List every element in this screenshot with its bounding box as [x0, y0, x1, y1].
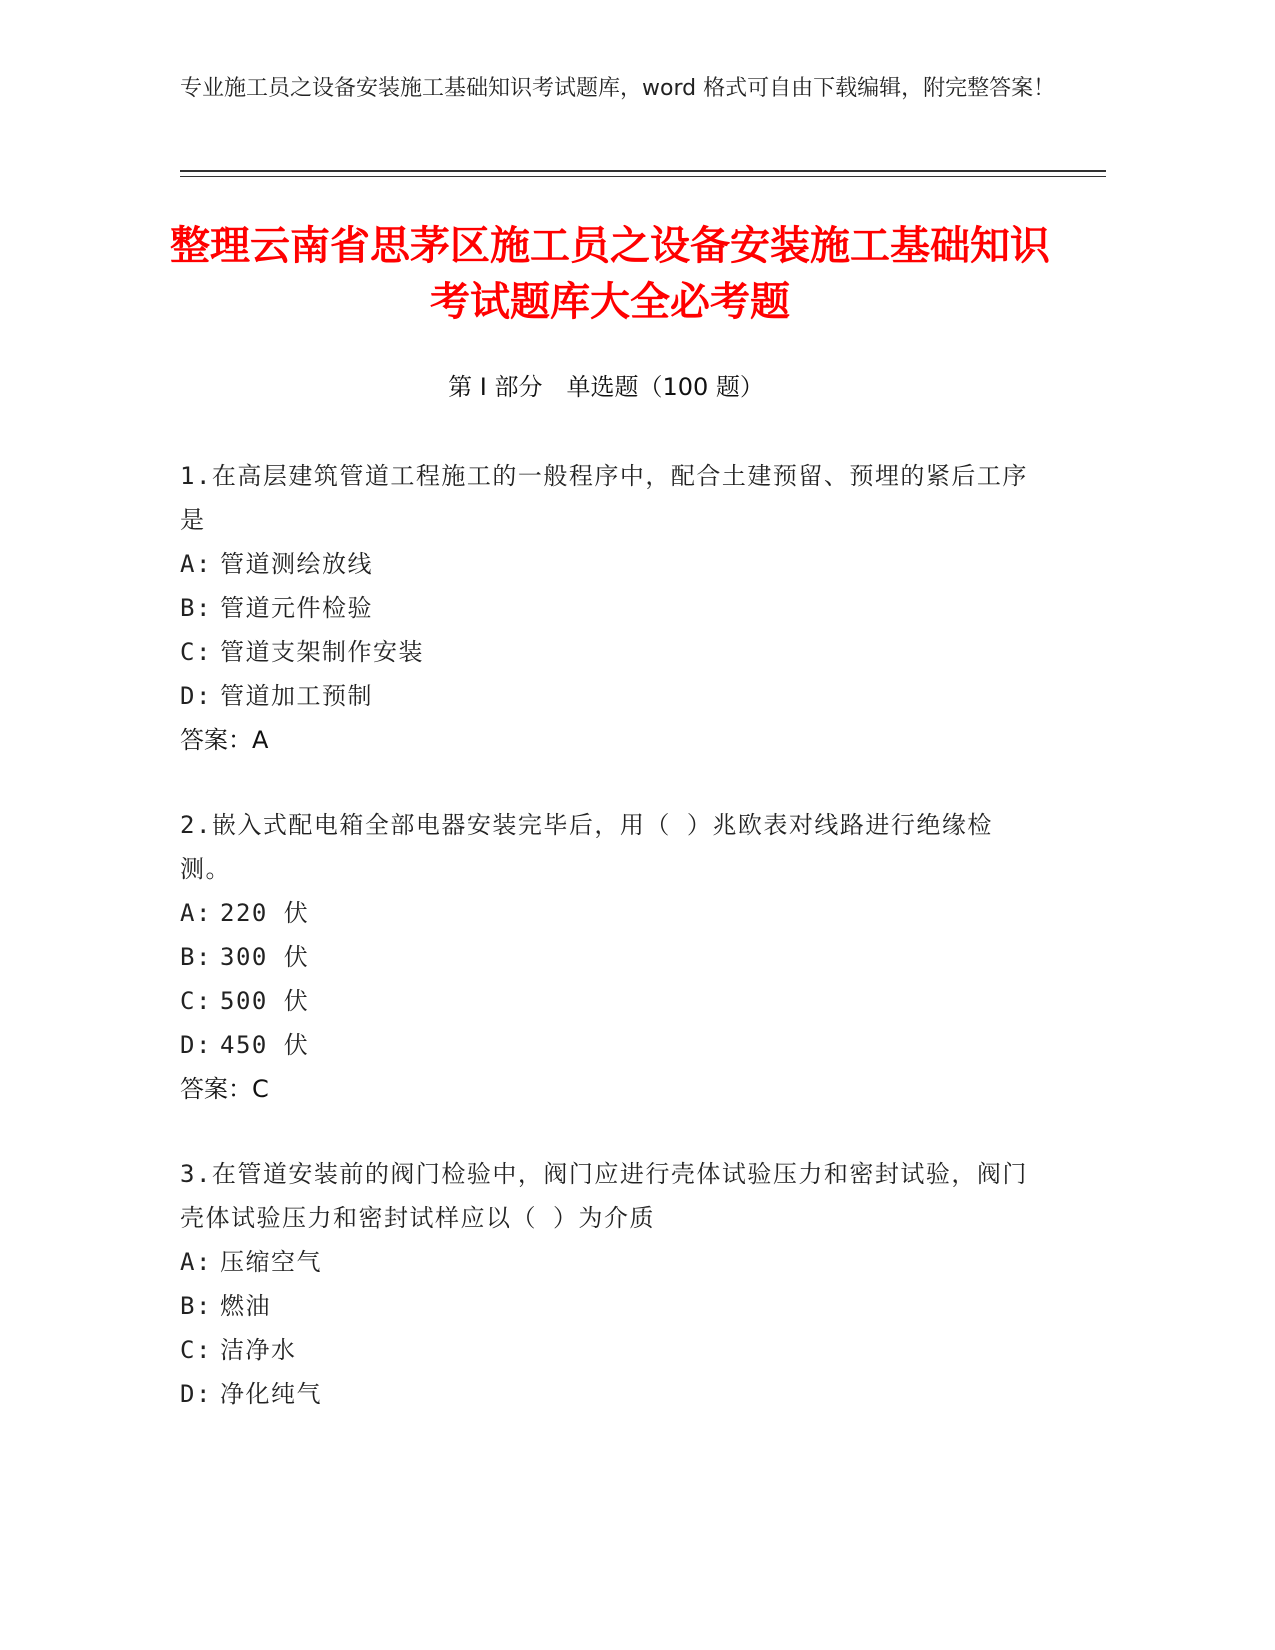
- option-letter: A:: [180, 1248, 212, 1276]
- header-divider-thick: [180, 170, 1106, 172]
- question-stem: 2.嵌入式配电箱全部电器安装完毕后，用（ ）兆欧表对线路进行绝缘检测。: [180, 811, 993, 883]
- answer-line: 答案：C: [180, 1075, 269, 1103]
- option-text: 300 伏: [220, 943, 310, 971]
- question-2: [180, 803, 1040, 1111]
- option-text: 管道支架制作安装: [220, 638, 424, 666]
- option-a: [180, 542, 1040, 586]
- question-list: [180, 454, 1040, 1457]
- answer-line: 答案：A: [180, 726, 269, 754]
- option-d: [180, 1023, 1040, 1067]
- option-b: [180, 586, 1040, 630]
- option-b: [180, 1284, 1040, 1328]
- option-letter: A:: [180, 899, 212, 927]
- option-b: [180, 935, 1040, 979]
- option-letter: C:: [180, 1336, 212, 1364]
- question-stem: 3.在管道安装前的阀门检验中，阀门应进行壳体试验压力和密封试验，阀门壳体试验压力和密封试样应以（ ）为介质: [180, 1160, 1028, 1232]
- option-letter: C:: [180, 987, 212, 1015]
- option-text: 500 伏: [220, 987, 310, 1015]
- option-text: 洁净水: [220, 1336, 297, 1364]
- option-letter: D:: [180, 682, 212, 710]
- option-letter: B:: [180, 943, 212, 971]
- option-text: 管道元件检验: [220, 594, 373, 622]
- section-title: 第 I 部分 单选题（100 题）: [448, 373, 764, 401]
- option-text: 压缩空气: [220, 1248, 322, 1276]
- option-c: [180, 1328, 1040, 1372]
- option-text: 管道测绘放线: [220, 550, 373, 578]
- question-3: [180, 1152, 1040, 1416]
- option-text: 450 伏: [220, 1031, 310, 1059]
- option-d: [180, 1372, 1040, 1416]
- header-divider-thin: [180, 176, 1106, 177]
- option-text: 燃油: [220, 1292, 271, 1320]
- option-c: [180, 979, 1040, 1023]
- option-a: [180, 1240, 1040, 1284]
- option-text: 净化纯气: [220, 1380, 322, 1408]
- header-note: 专业施工员之设备安装施工基础知识考试题库，word 格式可自由下载编辑，附完整答案！: [180, 76, 1056, 101]
- question-stem: 1.在高层建筑管道工程施工的一般程序中，配合土建预留、预埋的紧后工序是: [180, 462, 1028, 534]
- option-text: 管道加工预制: [220, 682, 373, 710]
- option-c: [180, 630, 1040, 674]
- option-d: [180, 674, 1040, 718]
- option-letter: C:: [180, 638, 212, 666]
- option-a: [180, 891, 1040, 935]
- option-letter: B:: [180, 1292, 212, 1320]
- option-letter: D:: [180, 1031, 212, 1059]
- option-letter: B:: [180, 594, 212, 622]
- question-1: [180, 454, 1040, 762]
- option-text: 220 伏: [220, 899, 310, 927]
- document-title: 整理云南省思茅区施工员之设备安装施工基础知识考试题库大全必考题: [170, 223, 1050, 325]
- option-letter: D:: [180, 1380, 212, 1408]
- option-letter: A:: [180, 550, 212, 578]
